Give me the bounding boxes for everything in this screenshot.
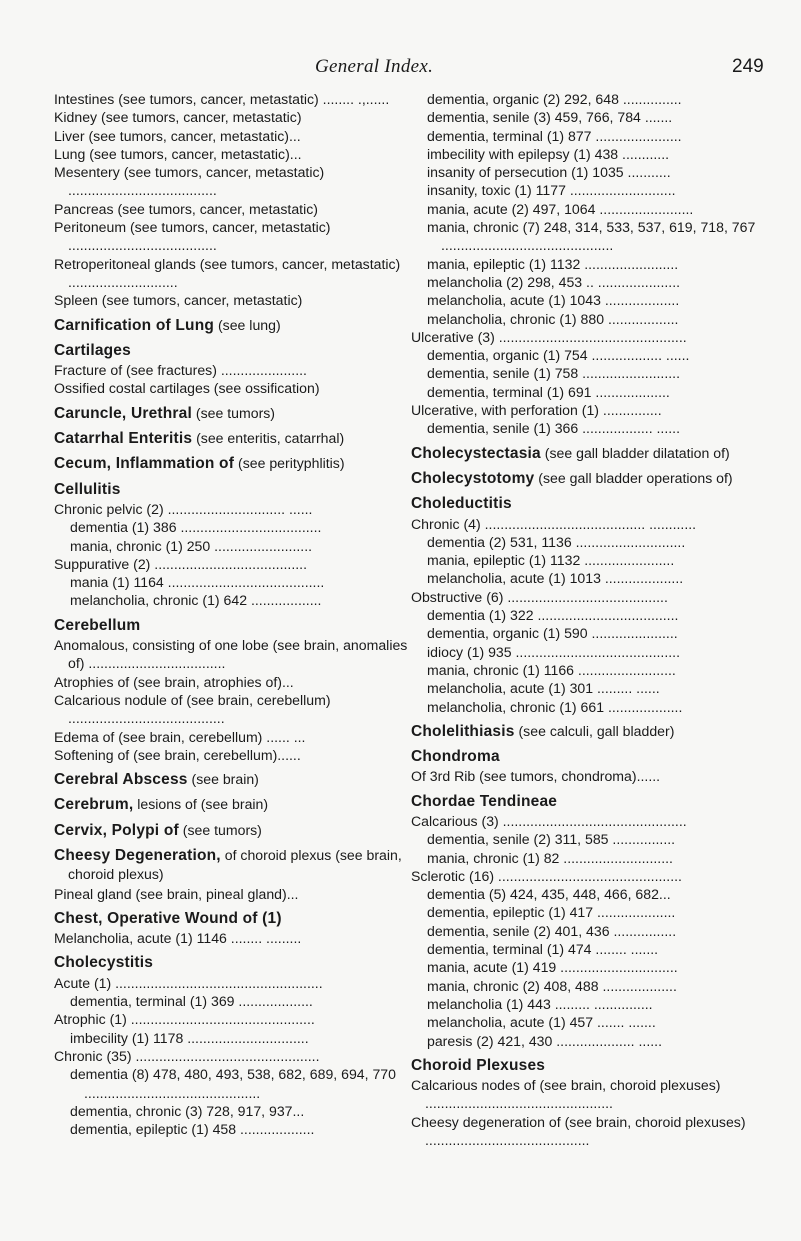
heading-term: Cartilages — [54, 341, 131, 359]
heading-reference: (see brain) — [187, 771, 259, 788]
heading-term: Cerebral Abscess — [54, 771, 188, 789]
index-entry: Atrophies of (see brain, atrophies of)... — [54, 673, 294, 690]
index-heading — [54, 821, 409, 840]
index-entry: Edema of (see brain, cerebellum) ...... ... — [54, 728, 306, 745]
index-subentry: melancholia, acute (1) 457 ....... ....... — [427, 1014, 656, 1031]
heading-reference: lesions of (see brain) — [133, 796, 269, 813]
index-subentry: melancholia, chronic (1) 661 ................... — [427, 698, 683, 715]
index-entry: Anomalous, consisting of one lobe (see brain, anomalies of) ................................... — [54, 637, 408, 672]
index-heading — [411, 747, 771, 766]
heading-reference: (see lung) — [214, 316, 281, 333]
index-entry: Kidney (see tumors, cancer, metastatic) — [54, 109, 302, 126]
index-subentry: melancholia, acute (1) 1013 .................... — [427, 570, 684, 587]
heading-reference: (see tumors) — [178, 821, 262, 838]
index-entry: Liver (see tumors, cancer, metastatic)... — [54, 127, 301, 144]
index-subentry: dementia, organic (2) 292, 648 ............... — [427, 91, 682, 107]
index-entry: Calcarious nodes of (see brain, choroid plexuses) ................................................ — [411, 1077, 721, 1112]
index-subentry: dementia, organic (1) 590 ...................... — [427, 625, 678, 642]
index-heading — [411, 494, 771, 513]
index-column-right — [411, 90, 771, 1149]
index-subentry: melancholia, chronic (1) 880 .................. — [427, 310, 679, 327]
heading-term: Cervix, Polypi of — [54, 821, 179, 839]
index-entry: Fracture of (see fractures) ...................... — [54, 362, 307, 379]
index-entry: Ossified costal cartilages (see ossification) — [54, 380, 320, 397]
heading-term: Cholelithiasis — [411, 722, 515, 740]
index-entry: Calcarious nodule of (see brain, cerebellum) ........................................ — [54, 691, 331, 727]
heading-term: Cholecystitis — [54, 954, 154, 972]
index-subentry: melancholia (1) 443 ......... ............... — [427, 995, 653, 1012]
index-subentry: dementia, senile (3) 459, 766, 784 ....... — [427, 109, 673, 126]
index-subentry: dementia (1) 386 .................................... — [70, 519, 322, 536]
index-subentry: mania, chronic (1) 82 ............................ — [427, 849, 673, 866]
index-subentry: dementia, chronic (3) 728, 917, 937... — [70, 1102, 305, 1119]
index-subentry: dementia, terminal (1) 369 ................... — [70, 993, 313, 1010]
index-subentry: dementia, organic (1) 754 .................. ...... — [427, 347, 690, 364]
heading-reference: (see gall bladder dilatation of) — [540, 444, 730, 461]
index-subentry: mania, chronic (2) 408, 488 ................... — [427, 977, 677, 994]
index-subentry: mania, chronic (1) 250 ......................... — [70, 537, 313, 554]
index-subentry: dementia (2) 531, 1136 ............................ — [427, 533, 686, 550]
index-subentry: dementia, epileptic (1) 417 .................... — [427, 904, 676, 921]
index-entry: Acute (1) ..................................................... — [54, 974, 323, 991]
index-subentry: dementia, senile (1) 758 ......................... — [427, 365, 681, 382]
index-entry: Cheesy degeneration of (see brain, choroid plexuses) .......................................... — [411, 1113, 746, 1149]
heading-term: Chondroma — [411, 748, 500, 766]
index-entry: Chronic (35) ............................................... — [54, 1047, 320, 1064]
index-entry: Sclerotic (16) ............................................... — [411, 867, 682, 884]
index-entry: Retroperitoneal glands (see tumors, cancer, metastatic) ............................ — [54, 255, 401, 290]
index-subentry: mania, chronic (1) 1166 ......................... — [427, 661, 676, 678]
running-title: General Index. — [315, 56, 434, 77]
index-subentry: paresis (2) 421, 430 .................... ...... — [427, 1032, 662, 1049]
index-heading — [411, 469, 771, 488]
heading-term: Cerebrum, — [54, 796, 134, 814]
heading-term: Caruncle, Urethral — [54, 404, 192, 422]
index-column-left — [54, 90, 409, 1138]
index-heading — [54, 341, 409, 360]
heading-term: Cecum, Inflammation of — [54, 455, 235, 473]
index-entry: Lung (see tumors, cancer, metastatic)... — [54, 145, 302, 162]
heading-reference: (see enteritis, catarrhal) — [192, 430, 345, 447]
index-subentry: dementia, epileptic (1) 458 ................... — [70, 1121, 315, 1138]
page-header — [0, 56, 801, 80]
index-entry: Melancholia, acute (1) 1146 ........ ......... — [54, 930, 302, 947]
heading-term: Cheesy Degeneration, — [54, 846, 221, 864]
heading-term: Catarrhal Enteritis — [54, 430, 193, 448]
heading-term: Carnification of Lung — [54, 316, 215, 334]
index-heading — [54, 316, 409, 335]
index-heading — [411, 444, 771, 463]
index-entry: Of 3rd Rib (see tumors, chondroma)...... — [411, 768, 661, 785]
index-subentry: dementia (1) 322 .................................... — [427, 607, 679, 624]
index-entry: Suppurative (2) ....................................... — [54, 555, 307, 572]
heading-reference: (see gall bladder operations of) — [534, 469, 733, 486]
page-number: 249 — [732, 56, 764, 77]
heading-term: Choleductitis — [411, 495, 512, 513]
index-heading — [54, 616, 409, 635]
index-entry: Ulcerative (3) ................................................ — [411, 328, 687, 345]
index-heading — [411, 1056, 771, 1075]
heading-reference: of choroid plexus (see brain, choroid plexus) — [68, 846, 402, 883]
index-heading — [411, 722, 771, 741]
index-subentry: dementia (8) 478, 480, 493, 538, 682, 689, 694, 770 ............................................. — [70, 1066, 396, 1101]
heading-term: Cholecystotomy — [411, 469, 535, 487]
index-entry: Softening of (see brain, cerebellum)...... — [54, 746, 301, 763]
index-subentry: melancholia, acute (1) 301 ......... ...... — [427, 680, 660, 697]
index-subentry: mania, acute (1) 419 .............................. — [427, 959, 678, 976]
index-entry: Intestines (see tumors, cancer, metastatic) ........ .,...... — [54, 91, 390, 107]
index-subentry: melancholia, acute (1) 1043 ................... — [427, 292, 680, 309]
index-entry: Ulcerative, with perforation (1) ............... — [411, 402, 662, 419]
index-subentry: mania (1) 1164 ........................................ — [70, 574, 325, 591]
index-entry: Chronic (4) ......................................... ............ — [411, 515, 697, 532]
index-heading — [54, 909, 409, 928]
index-entry: Peritoneum (see tumors, cancer, metastatic) ...................................... — [54, 219, 331, 254]
heading-term: Chordae Tendineae — [411, 792, 558, 810]
index-heading — [54, 795, 409, 814]
index-subentry: dementia, terminal (1) 691 ................... — [427, 383, 670, 400]
index-subentry: melancholia (2) 298, 453 .. ..................... — [427, 273, 681, 290]
index-heading — [54, 429, 409, 448]
index-entry: Obstructive (6) ......................................... — [411, 588, 668, 605]
index-heading — [54, 953, 409, 972]
heading-term: Chest, Operative Wound of (1) — [54, 909, 282, 927]
index-subentry: dementia (5) 424, 435, 448, 466, 682... — [427, 886, 671, 903]
index-subentry: mania, chronic (7) 248, 314, 533, 537, 619, 718, 767 ............................................ — [427, 219, 756, 254]
index-subentry: imbecility with epilepsy (1) 438 ............ — [427, 145, 670, 162]
index-entry: Chronic pelvic (2) .............................. ...... — [54, 500, 313, 517]
heading-reference: (see calculi, gall bladder) — [514, 722, 675, 739]
index-heading — [54, 404, 409, 423]
index-entry: Pineal gland (see brain, pineal gland)... — [54, 885, 299, 902]
index-subentry: melancholia, chronic (1) 642 .................. — [70, 592, 322, 609]
heading-term: Cellulitis — [54, 480, 121, 498]
index-subentry: dementia, terminal (1) 877 ...................... — [427, 127, 682, 144]
index-subentry: insanity, toxic (1) 1177 ........................... — [427, 182, 676, 199]
index-subentry: dementia, senile (2) 401, 436 ................ — [427, 922, 677, 939]
index-entry: Spleen (see tumors, cancer, metastatic) — [54, 292, 303, 309]
heading-term: Choroid Plexuses — [411, 1056, 546, 1074]
index-subentry: dementia, senile (1) 366 .................. ...... — [427, 420, 681, 437]
index-entry: Atrophic (1) ............................................... — [54, 1011, 315, 1028]
index-heading — [54, 454, 409, 473]
heading-term: Cholecystectasia — [411, 444, 541, 462]
index-subentry: mania, acute (2) 497, 1064 ........................ — [427, 200, 694, 217]
index-subentry: mania, epileptic (1) 1132 ........................ — [427, 255, 679, 272]
heading-reference: (see perityphlitis) — [234, 455, 345, 472]
index-heading — [411, 792, 771, 811]
heading-term: Cerebellum — [54, 616, 141, 634]
index-subentry: mania, epileptic (1) 1132 ....................... — [427, 552, 675, 569]
index-heading — [54, 770, 409, 789]
index-heading — [54, 480, 409, 499]
index-subentry: imbecility (1) 1178 ............................... — [70, 1029, 309, 1046]
index-subentry: dementia, terminal (1) 474 ........ ....... — [427, 941, 659, 958]
index-subentry: insanity of persecution (1) 1035 ........... — [427, 164, 671, 181]
index-entry: Pancreas (see tumors, cancer, metastatic) — [54, 200, 318, 217]
index-entry: Mesentery (see tumors, cancer, metastatic) ...................................... — [54, 164, 325, 199]
index-subentry: dementia, senile (2) 311, 585 ................ — [427, 831, 676, 848]
index-subentry: idiocy (1) 935 .......................................... — [427, 643, 680, 660]
index-entry: Calcarious (3) ............................................... — [411, 812, 687, 829]
index-heading — [54, 846, 409, 884]
heading-reference: (see tumors) — [191, 404, 275, 421]
